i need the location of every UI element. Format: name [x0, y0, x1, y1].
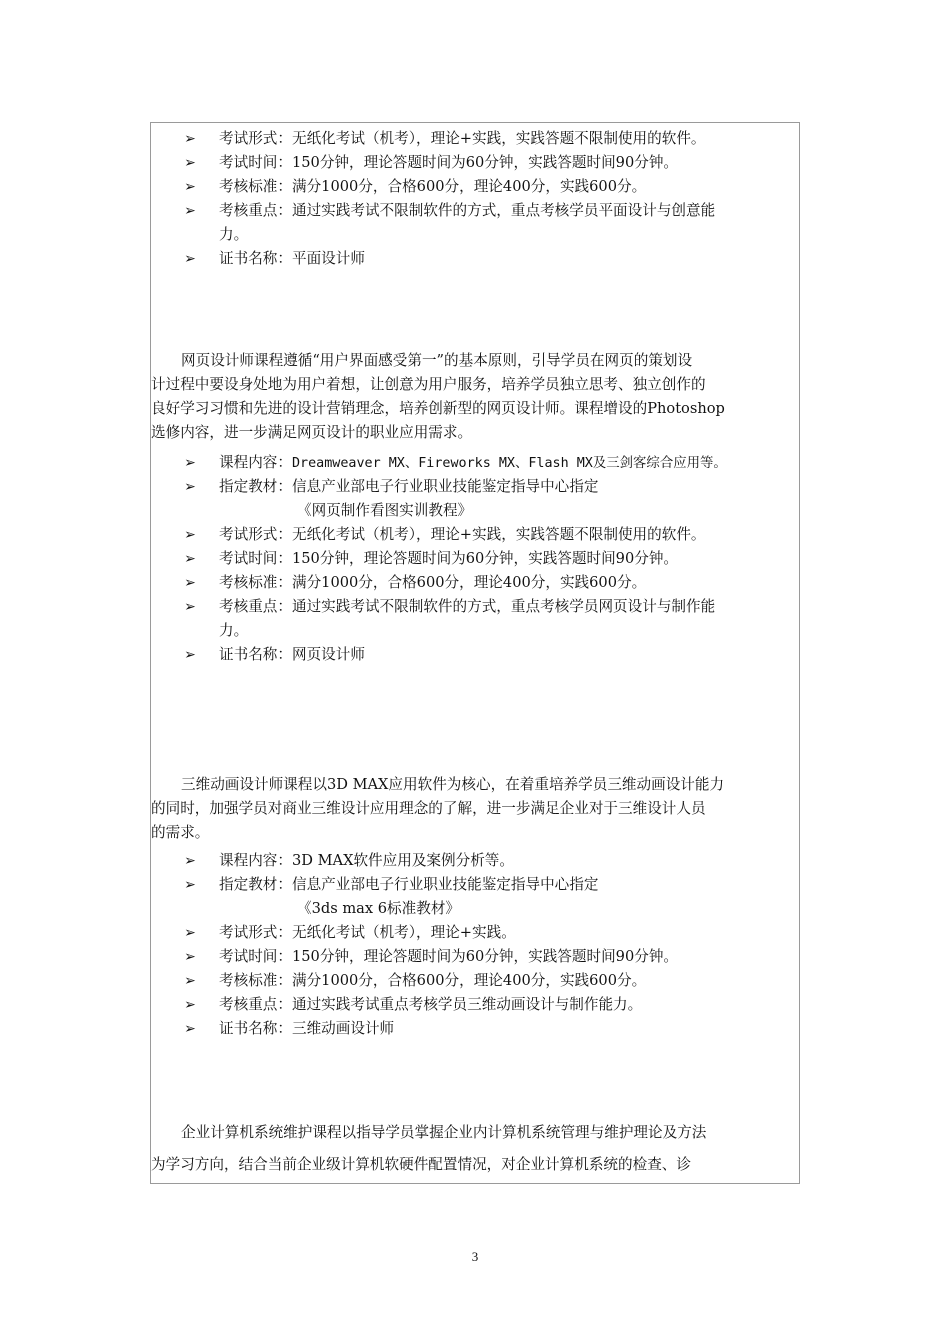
3d-animation-intro: 三维动画设计师课程以3D MAX应用软件为核心，在着重培养学员三维动画设计能力 的同时，加强学员对商业三维设计应用理念的了解，进一步满足企业对于三维设计人员 的需求。: [151, 776, 725, 841]
list-item: ➢ 考核标准：满分1000分，合格600分，理论400分，实践600分。: [151, 175, 799, 199]
arrow-bullet-icon: ➢: [184, 599, 196, 615]
web-design-intro: 网页设计师课程遵循“用户界面感受第一”的基本原则，引导学员在网页的策划设 计过程中要设身处地为用户着想，让创意为用户服务，培养学员独立思考、独立创作的 良好学习习惯和先进的设计营销理念，培养创新型的网页设计师。课程增设的Photoshop 选修内容，进一步满足网页设计的职业应用需求。: [151, 352, 725, 441]
textbook-title: 《3ds max 6标准教材》: [297, 900, 461, 917]
list-item: ➢ 证书名称：三维动画设计师: [151, 1017, 799, 1041]
computer-maintenance-intro: 企业计算机系统维护课程以指导学员掌握企业内计算机系统管理与维护理论及方法 为学习方向，结合当前企业级计算机软硬件配置情况，对企业计算机系统的检查、诊: [151, 1124, 707, 1173]
list-item-continuation: 力。: [219, 226, 249, 243]
list-item-continuation: 力。: [219, 622, 249, 639]
list-item: ➢ 考核标准：满分1000分，合格600分，理论400分，实践600分。: [151, 969, 799, 993]
arrow-bullet-icon: ➢: [184, 575, 196, 591]
arrow-bullet-icon: ➢: [184, 877, 196, 893]
list-item: ➢ 指定教材：信息产业部电子行业职业技能鉴定指导中心指定: [151, 475, 799, 499]
arrow-bullet-icon: ➢: [184, 455, 196, 471]
list-item: ➢ 证书名称：平面设计师: [151, 247, 799, 271]
arrow-bullet-icon: ➢: [184, 1021, 196, 1037]
arrow-bullet-icon: ➢: [184, 131, 196, 147]
document-frame: [150, 122, 800, 1184]
web-design-exam-list: [151, 451, 799, 667]
list-item: ➢ 考核重点：通过实践考试不限制软件的方式，重点考核学员网页设计与制作能: [151, 595, 799, 619]
arrow-bullet-icon: ➢: [184, 179, 196, 195]
list-item: ➢ 证书名称：网页设计师: [151, 643, 799, 667]
3d-animation-exam-list: [151, 849, 799, 1041]
arrow-bullet-icon: ➢: [184, 949, 196, 965]
arrow-bullet-icon: ➢: [184, 997, 196, 1013]
list-item: ➢ 考试时间：150分钟，理论答题时间为60分钟，实践答题时间90分钟。: [151, 151, 799, 175]
graphic-design-exam-list: [151, 127, 799, 271]
arrow-bullet-icon: ➢: [184, 551, 196, 567]
page-number: 3: [471, 1249, 479, 1264]
list-item: ➢ 考试形式：无纸化考试（机考），理论+实践，实践答题不限制使用的软件。: [151, 523, 799, 547]
arrow-bullet-icon: ➢: [184, 925, 196, 941]
list-item: ➢ 指定教材：信息产业部电子行业职业技能鉴定指导中心指定: [151, 873, 799, 897]
arrow-bullet-icon: ➢: [184, 203, 196, 219]
list-item: ➢ 考试形式：无纸化考试（机考），理论+实践，实践答题不限制使用的软件。: [151, 127, 799, 151]
list-item: ➢ 考试时间：150分钟，理论答题时间为60分钟，实践答题时间90分钟。: [151, 547, 799, 571]
list-item: ➢ 考核标准：满分1000分，合格600分，理论400分，实践600分。: [151, 571, 799, 595]
list-item: ➢ 考核重点：通过实践考试重点考核学员三维动画设计与制作能力。: [151, 993, 799, 1017]
list-item: ➢ 考核重点：通过实践考试不限制软件的方式，重点考核学员平面设计与创意能: [151, 199, 799, 223]
arrow-bullet-icon: ➢: [184, 251, 196, 267]
list-item: ➢ 课程内容：Dreamweaver MX、Fireworks MX、Flash MX及三剑客综合应用等。: [151, 451, 799, 475]
arrow-bullet-icon: ➢: [184, 155, 196, 171]
arrow-bullet-icon: ➢: [184, 647, 196, 663]
list-item: ➢ 考试时间：150分钟，理论答题时间为60分钟，实践答题时间90分钟。: [151, 945, 799, 969]
arrow-bullet-icon: ➢: [184, 527, 196, 543]
arrow-bullet-icon: ➢: [184, 853, 196, 869]
arrow-bullet-icon: ➢: [184, 973, 196, 989]
arrow-bullet-icon: ➢: [184, 479, 196, 495]
textbook-title: 《网页制作看图实训教程》: [297, 502, 473, 519]
list-item: ➢ 课程内容：3D MAX软件应用及案例分析等。: [151, 849, 799, 873]
list-item: ➢ 考试形式：无纸化考试（机考），理论+实践。: [151, 921, 799, 945]
